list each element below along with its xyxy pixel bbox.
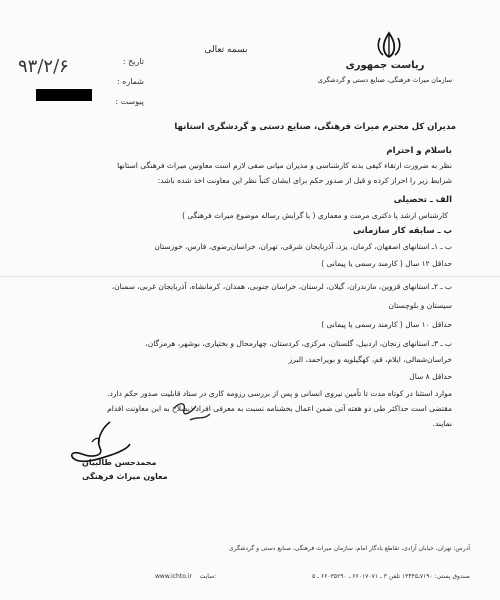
footer-address: آدرس: تهران، خیابان آزادی، تقاطع یادگار امام، سازمان میراث فرهنگی، صنایع دستی و گردشگری xyxy=(229,545,470,552)
website-url: www.ichto.ir xyxy=(155,573,192,580)
org-subtitle: سازمان میراث فرهنگی، صنایع دستی و گردشگری xyxy=(317,76,453,84)
b2-line-2: سیستان و بلوچستان xyxy=(388,301,452,310)
section-b-heading: ب ـ سابقه کار سازمانی xyxy=(352,226,452,236)
b3-line-2: خراسان‌شمالی، ایلام، قم، کهگیلویه و بویراحمد، البرز xyxy=(288,355,452,364)
b2-line-3: حداقل ۱۰ سال ( کارمند رسمی یا پیمانی ) xyxy=(321,320,452,329)
closing-line-1: موارد استثنا در کوتاه مدت تا تأمین نیروی انسانی و پس از بررسی رزومه کاری در ستاد قابلیت صدور حکم دارد. xyxy=(107,389,452,398)
footer-contact: صندوق پستی: ۷۱۹۰ـ۱۳۴۴۵ تلفن ۳ ـ ۶۶۰۱۷۰۷۱ ـ ۶۶۰۳۵۲۹۰ ـ ۵ xyxy=(312,573,470,580)
iran-emblem-icon xyxy=(374,30,404,60)
website-label: سایت: xyxy=(199,573,217,580)
greeting: باسلام و احترام xyxy=(386,146,452,156)
initial-signature xyxy=(170,398,220,433)
b1-line-2: حداقل ۱۲ سال ( کارمند رسمی یا پیمانی ) xyxy=(321,259,452,268)
b2-line-1: ب ـ ۲ـ استانهای قزوین، مازندران، گیلان، لرستان، خراسان جنوبی، همدان، کرمانشاه، آذربایجان غربی، سمنان، xyxy=(111,282,452,291)
letter-meta xyxy=(84,52,144,112)
handwritten-date: ۹۳/۲/۶ xyxy=(18,56,69,77)
recipient: مدیران کل محترم میراث فرهنگی، صنایع دستی و گردشگری استانها xyxy=(174,122,456,132)
paper-fold-line xyxy=(0,276,500,277)
b1-line-1: ب ـ ۱ـ استانهای اصفهان، کرمان، یزد، آذربایجان شرقی، تهران، خراسان‌رضوی، فارس، خوزستان xyxy=(154,242,452,251)
section-a-heading: الف ـ تحصیلی xyxy=(393,195,452,205)
signatory-name: محمدحسن طالبیان xyxy=(82,458,157,467)
org-name: ریاست جمهوری xyxy=(345,60,425,71)
basmala: بسمه تعالی xyxy=(204,45,248,55)
closing-line-2: مقتضی است حداکثر طی دو هفته آتی ضمن اعمال بخشنامه نسبت به معرفی افراد ذیصلاح به این معاونت اقدام xyxy=(107,404,452,413)
intro-line-2: شرایط زیر را احراز کرده و قبل از صدور حکم برای ایشان کتباً نظر این معاونت اخذ شده باشد: xyxy=(157,176,452,185)
intro-line-1: نظر به ضرورت ارتقاء کیفی بدنه کارشناسی و مدیران میانی صفی لازم است معاونین میراث فرهنگی استانها xyxy=(117,161,452,170)
section-a-text: کارشناس ارشد یا دکتری مرمت و معماری ( با گرایش رساله موضوع میراث فرهنگی ) xyxy=(182,211,448,220)
signatory-title: معاون میراث فرهنگی xyxy=(82,472,168,481)
number-label: شماره : xyxy=(116,77,144,86)
attachment-label: پیوست : xyxy=(115,97,144,106)
b3-line-1: ب ـ ۳ـ استانهای زنجان، اردبیل، گلستان، مرکزی، کردستان، چهارمحال و بختیاری، بوشهر، هرمزگان، xyxy=(145,339,452,348)
closing-line-3: نمایند. xyxy=(432,419,452,428)
b3-line-3: حداقل ۸ سال xyxy=(409,372,452,381)
footer-website xyxy=(155,573,216,580)
date-label: تاریخ : xyxy=(122,57,144,66)
